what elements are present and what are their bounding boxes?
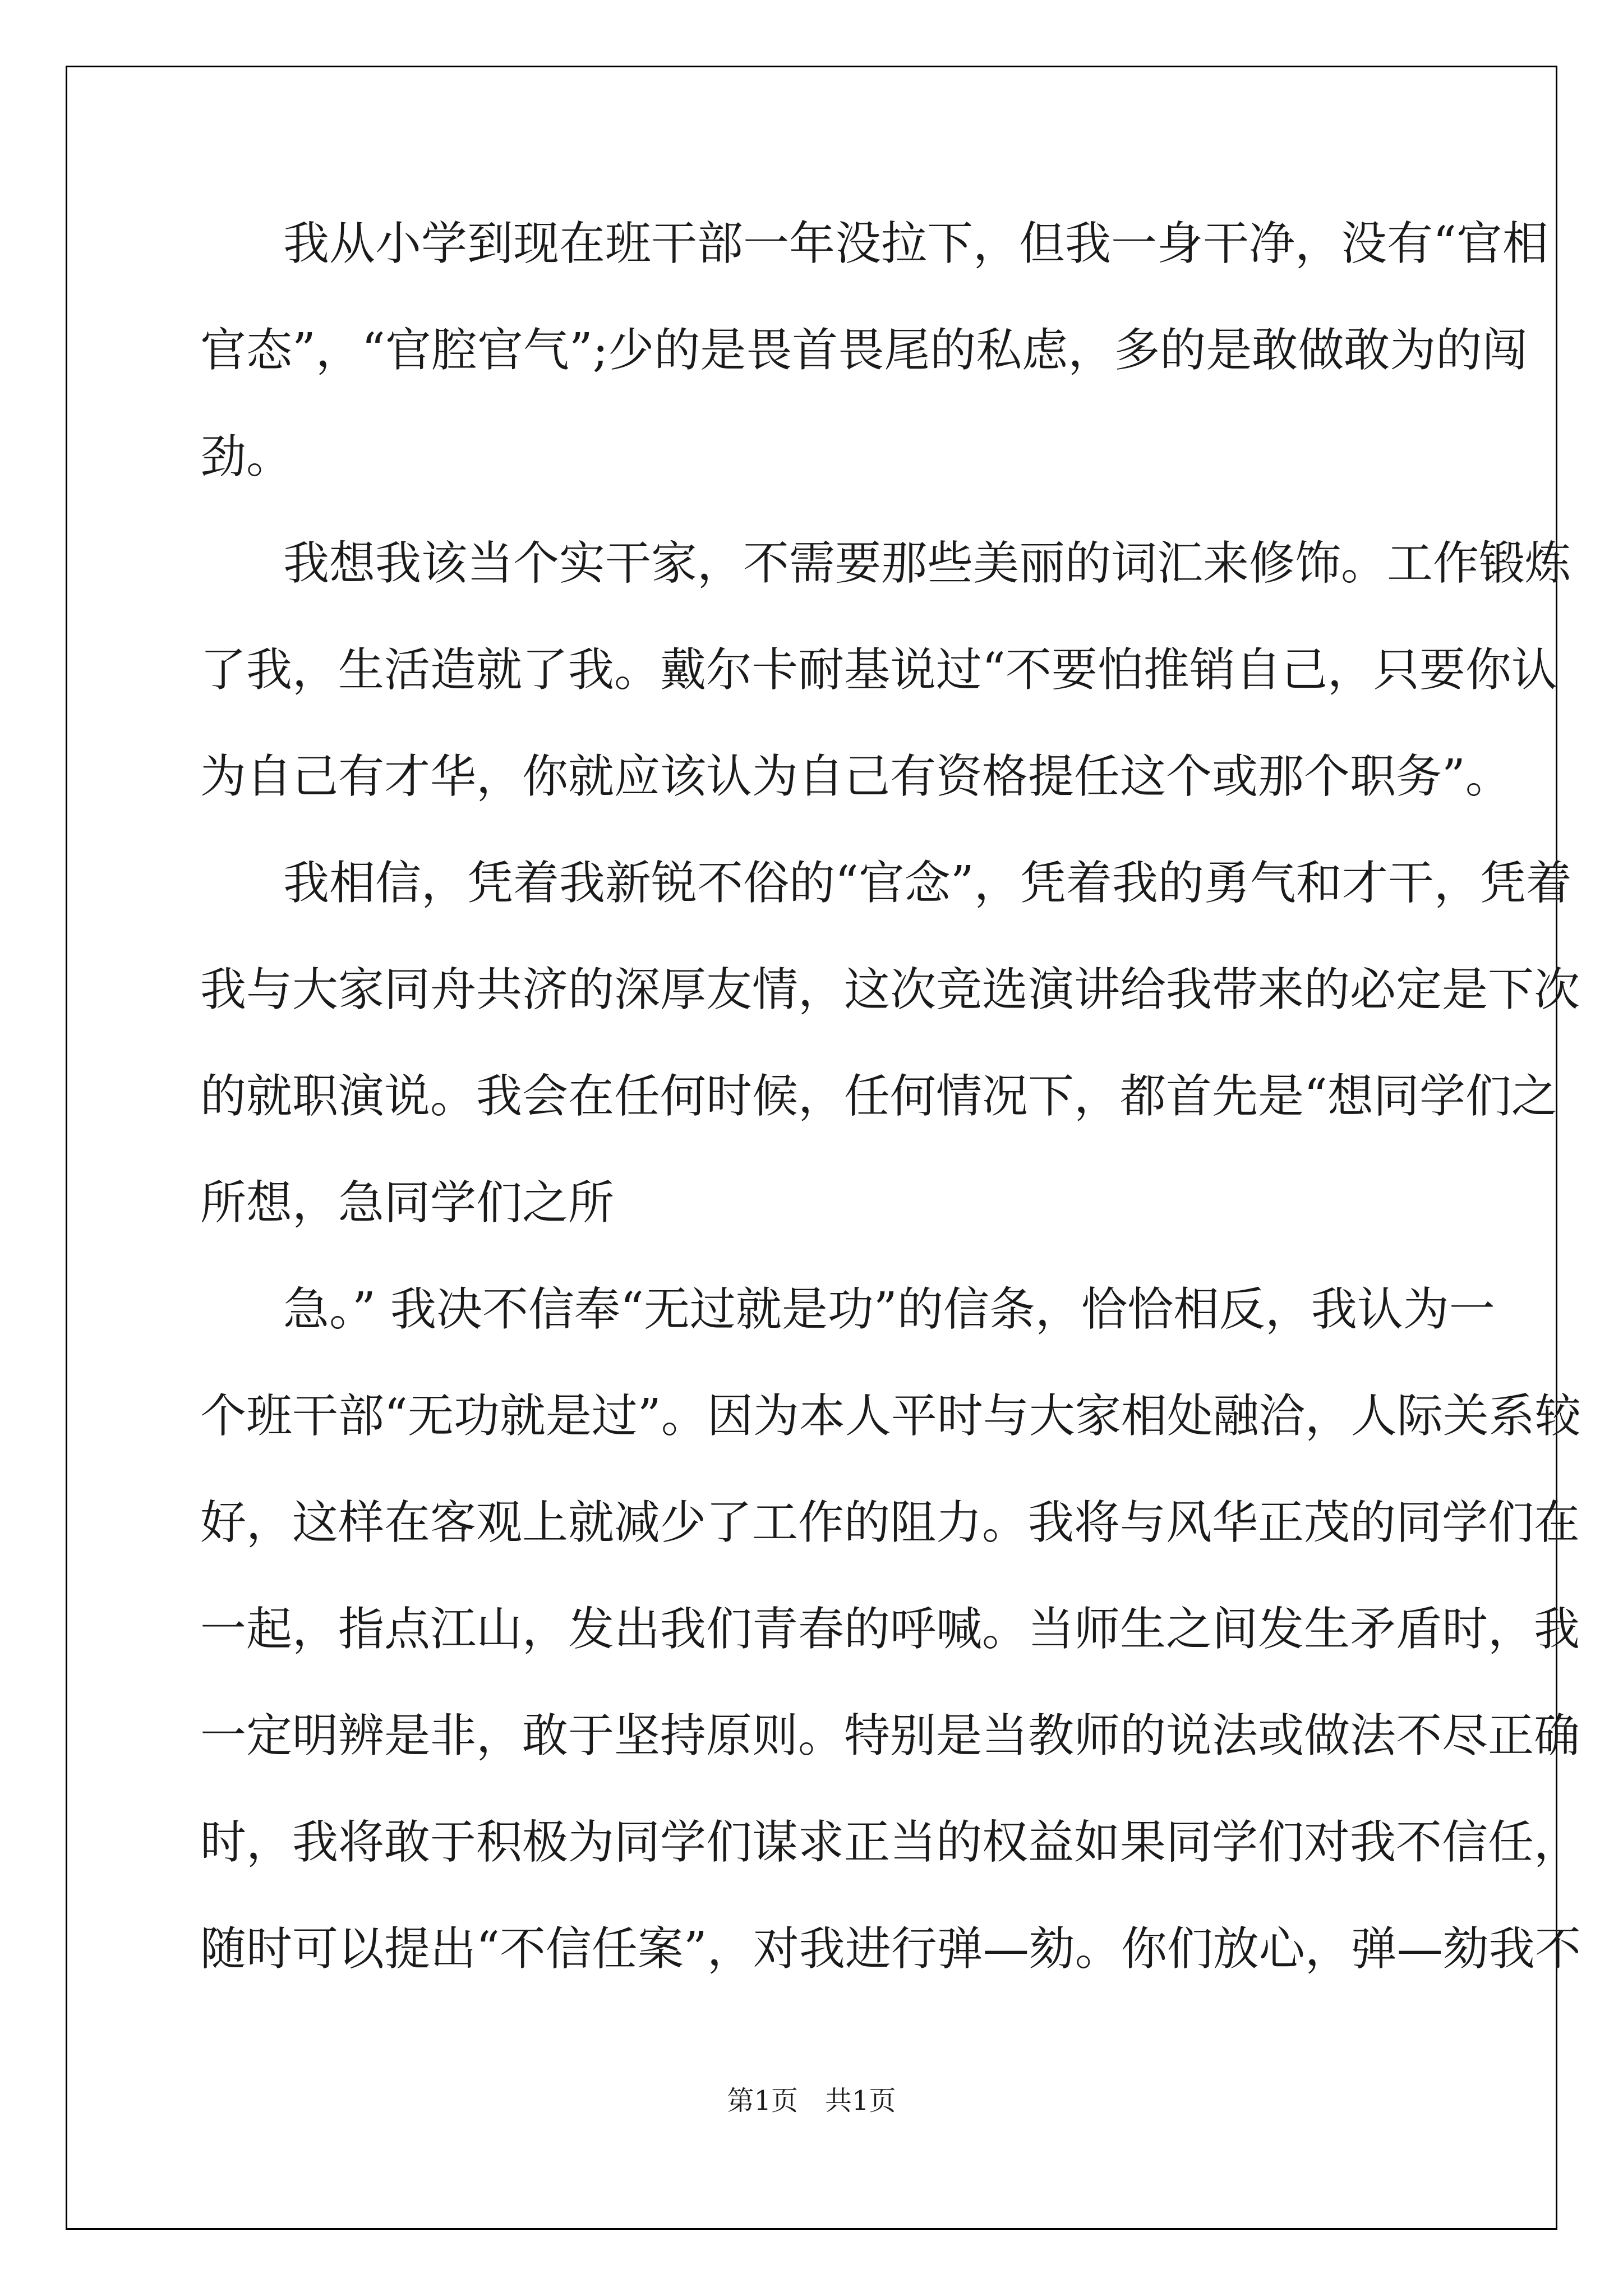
paragraph-1-line-1: 我从小学到现在班干部一年没拉下，但我一身干净，没有“官相: [283, 217, 1548, 270]
paragraph-4-line-5: 一定明辨是非，敢于坚持原则。特别是当教师的说法或做法不尽正确: [200, 1709, 1580, 1763]
page-number-footer: 第1页 共1页: [727, 2085, 896, 2116]
paragraph-3-line-3: 的就职演说。我会在任何时候，任何情况下，都首先是“想同学们之: [200, 1070, 1557, 1123]
paragraph-4-line-6: 时，我将敢于积极为同学们谋求正当的权益如果同学们对我不信任，: [200, 1816, 1580, 1869]
paragraph-4-line-1: 急。” 我决不信奉“无过就是功”的信条，恰恰相反，我认为一: [283, 1283, 1495, 1336]
paragraph-4-line-3: 好，这样在客观上就减少了工作的阻力。我将与风华正茂的同学们在: [200, 1496, 1580, 1549]
paragraph-4-line-4: 一起，指点江山，发出我们青春的呼喊。当师生之间发生矛盾时，我: [200, 1603, 1580, 1656]
paragraph-3-line-2: 我与大家同舟共济的深厚友情，这次竞选演讲给我带来的必定是下次: [200, 963, 1580, 1016]
paragraph-2-line-2: 了我，生活造就了我。戴尔卡耐基说过“不要怕推销自己，只要你认: [200, 643, 1557, 697]
paragraph-1-line-3: 劲。: [200, 430, 293, 484]
paragraph-4-line-7: 随时可以提出“不信任案”，对我进行弹—劾。你们放心，弹—劾我不: [200, 1922, 1581, 1976]
paragraph-1-line-2: 官态”，“官腔官气”;少的是畏首畏尾的私虑，多的是敢做敢为的闯: [200, 324, 1528, 377]
page-border: [66, 66, 1581, 2230]
paragraph-3-line-1: 我相信，凭着我新锐不俗的“官念”，凭着我的勇气和才干，凭着: [283, 857, 1572, 910]
paragraph-2-line-1: 我想我该当个实干家，不需要那些美丽的词汇来修饰。工作锻炼: [283, 537, 1571, 590]
paragraph-2-line-3: 为自己有才华，你就应该认为自己有资格提任这个或那个职务”。: [200, 750, 1511, 803]
paragraph-4-line-2: 个班干部“无功就是过”。因为本人平时与大家相处融洽，人际关系较: [200, 1389, 1581, 1443]
paragraph-3-line-4: 所想，急同学们之所: [200, 1176, 615, 1230]
